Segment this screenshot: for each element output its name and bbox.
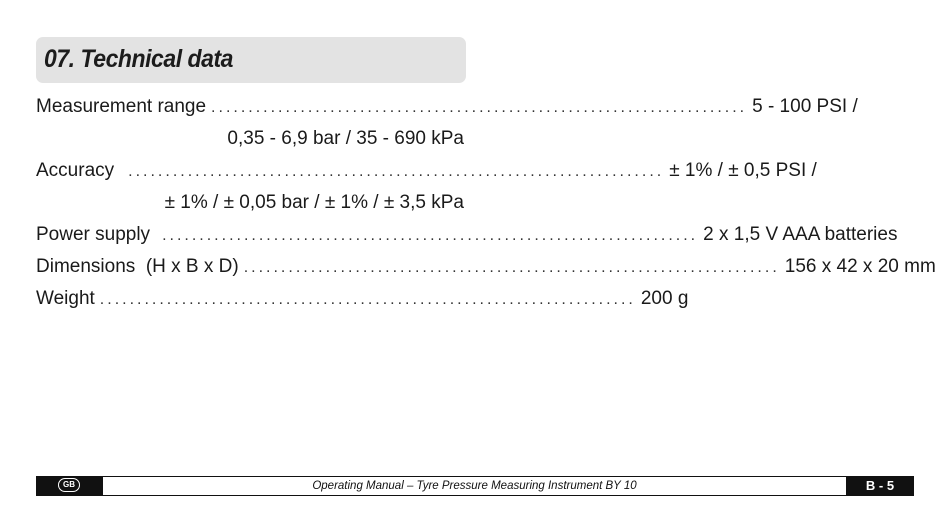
dot-leader: ........................................................................ bbox=[128, 163, 665, 180]
dot-leader: ........................................................................ bbox=[243, 259, 780, 276]
spec-row-measurement-range-continued bbox=[36, 123, 464, 155]
section-title: 07. Technical data bbox=[44, 45, 234, 73]
dot-leader: ........................................................................ bbox=[211, 99, 748, 116]
spec-row-accuracy bbox=[36, 155, 817, 187]
spec-value: 2 x 1,5 V AAA batteries bbox=[703, 224, 898, 245]
language-tab bbox=[36, 476, 103, 496]
section-header bbox=[36, 37, 466, 83]
spec-value: 200 g bbox=[640, 288, 689, 309]
spec-label: Weight bbox=[36, 288, 95, 309]
spec-value: ± 1% / ± 0,05 bar / ± 1% / ± 3,5 kPa bbox=[164, 192, 464, 213]
dot-leader: ........................................................................ bbox=[99, 291, 636, 308]
spec-value: ± 1% / ± 0,5 PSI / bbox=[669, 160, 817, 181]
spec-label: Power supply bbox=[36, 224, 151, 245]
spec-row-accuracy-continued bbox=[36, 187, 464, 219]
technical-data-list bbox=[36, 91, 936, 315]
manual-title: Operating Manual – Tyre Pressure Measuring Instrument BY 10 bbox=[103, 476, 846, 496]
spec-value: 0,35 - 6,9 bar / 35 - 690 kPa bbox=[227, 128, 464, 149]
page-number: B - 5 bbox=[846, 476, 914, 496]
page-footer bbox=[36, 476, 914, 496]
spec-value: 156 x 42 x 20 mm bbox=[784, 256, 936, 277]
spec-label: Measurement range bbox=[36, 96, 207, 117]
spec-row-power-supply bbox=[36, 219, 898, 251]
spec-label: Accuracy bbox=[36, 160, 115, 181]
spec-value: 5 - 100 PSI / bbox=[752, 96, 858, 117]
spec-row-measurement-range bbox=[36, 91, 858, 123]
spec-label: Dimensions (H x B x D) bbox=[36, 256, 239, 277]
dot-leader: ........................................................................ bbox=[162, 227, 699, 244]
spec-row-dimensions bbox=[36, 251, 936, 283]
language-badge: GB bbox=[58, 478, 80, 492]
spec-row-weight bbox=[36, 283, 689, 315]
